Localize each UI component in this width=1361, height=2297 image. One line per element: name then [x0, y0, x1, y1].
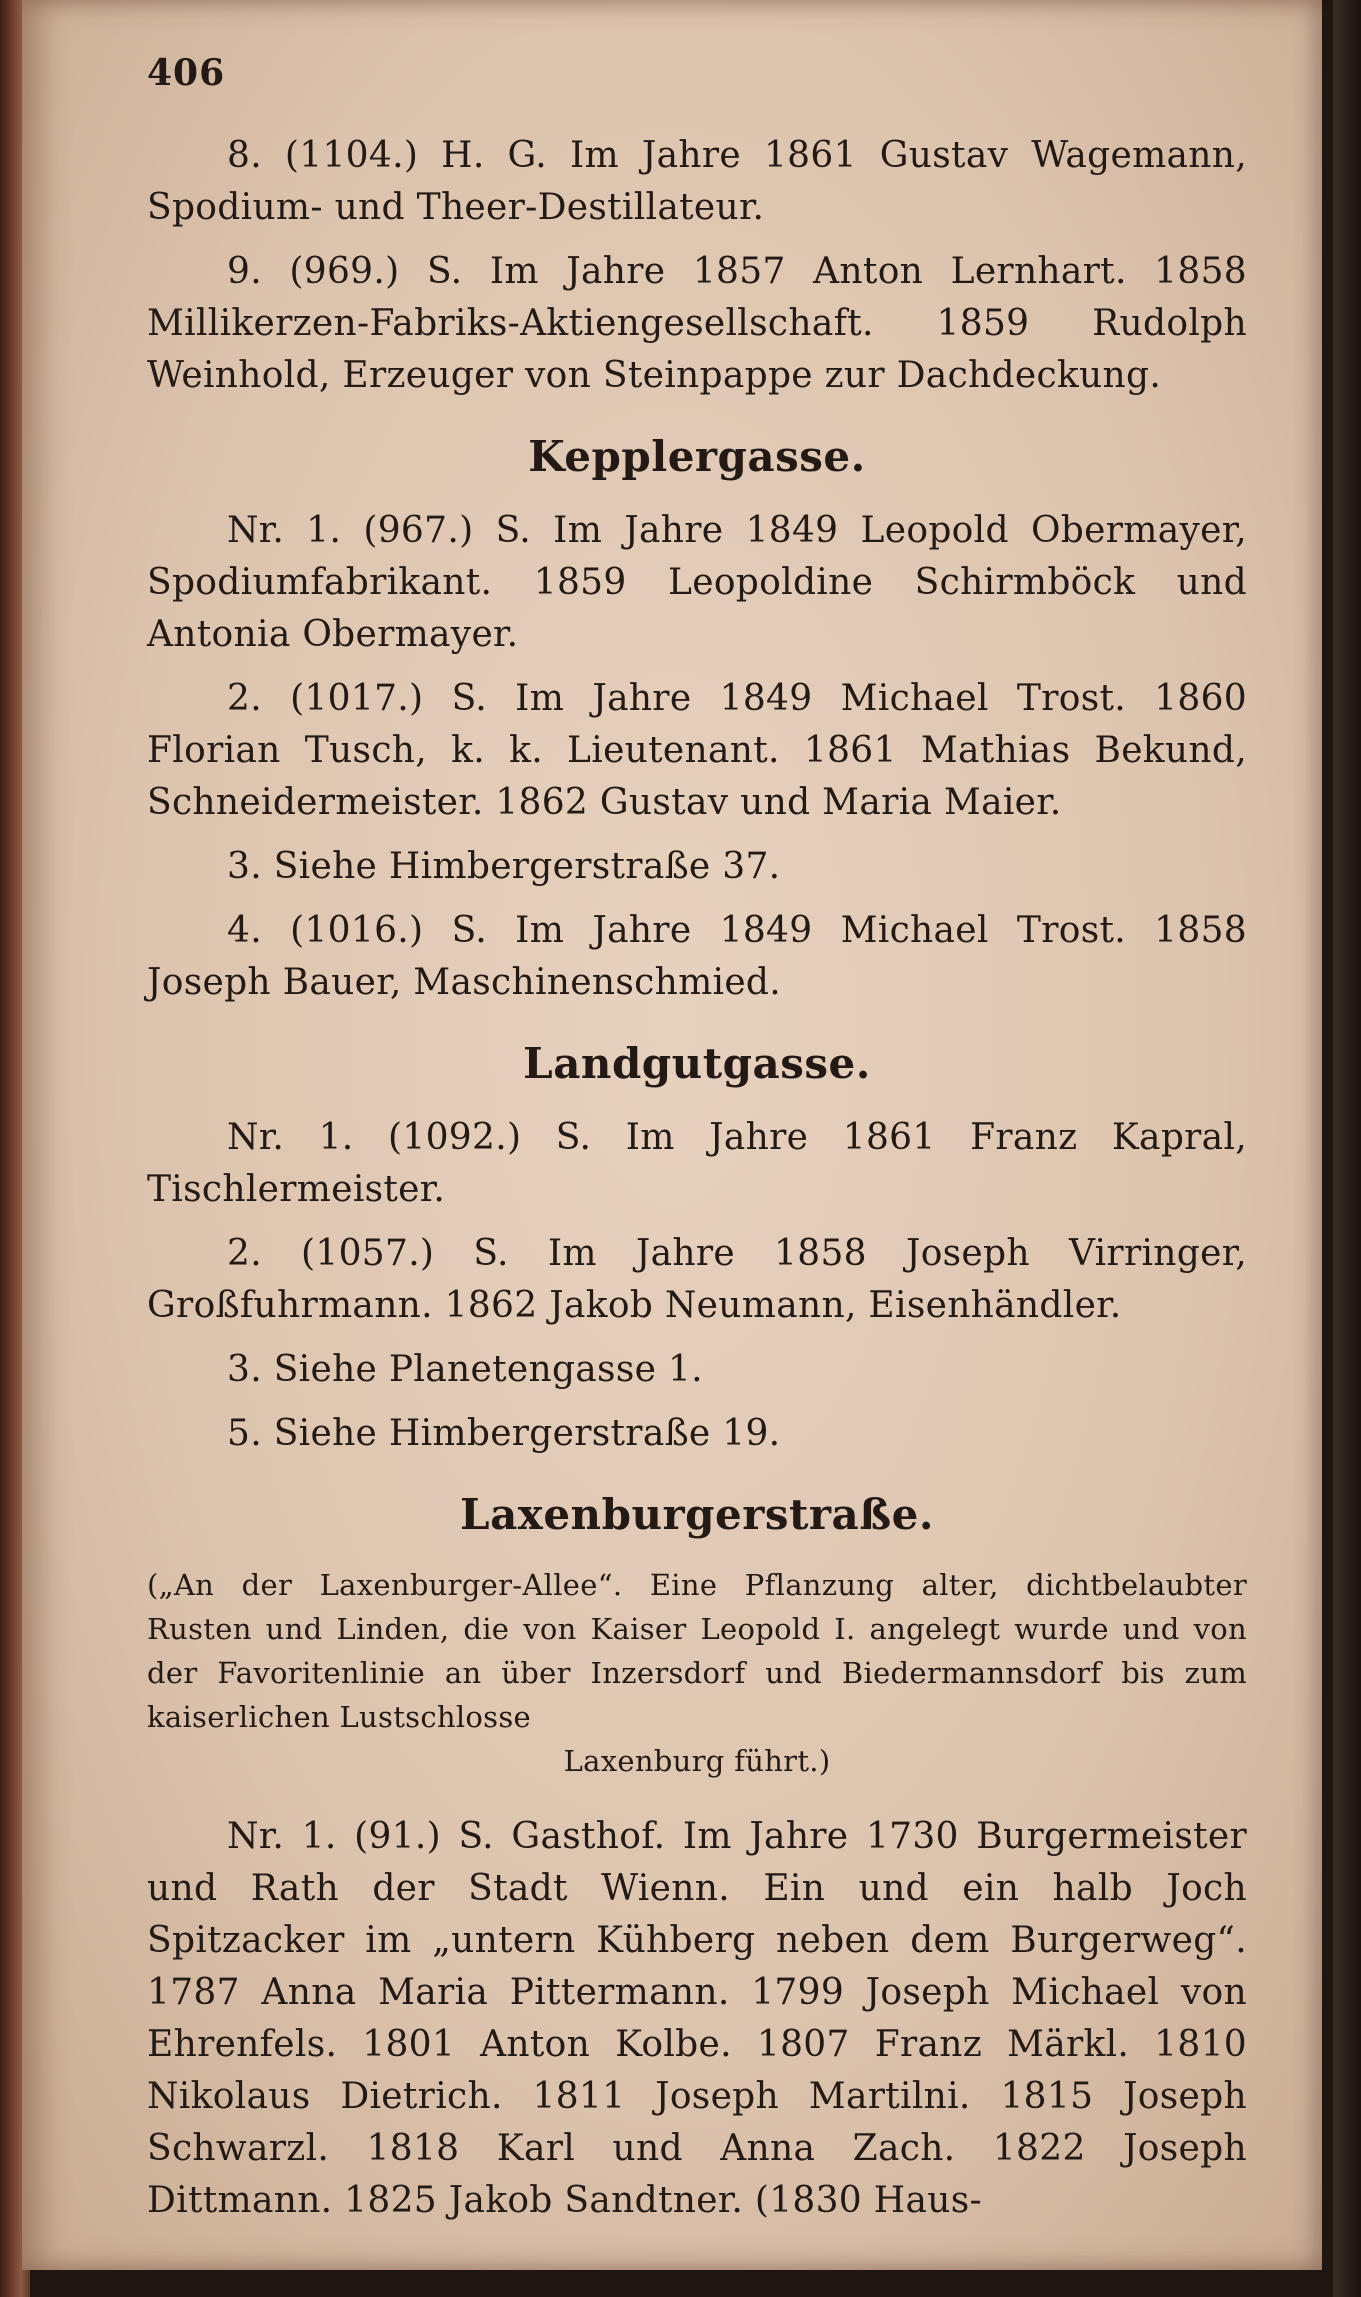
page-number: 406	[147, 52, 226, 94]
page-content	[147, 130, 1247, 2239]
laxenburgerstrasse-note-last-line: Laxenburg führt.)	[563, 1744, 831, 1778]
section-heading-laxenburgerstrasse: Laxenburgerstraße.	[460, 1490, 934, 1539]
laxenburgerstrasse-note-text: („An der Laxenburger-Allee“. Eine Pflanzung alter, dichtbelaubter Rusten und Linden, die von Kaiser Leopold I. angelegt wurde und von der Favoritenlinie an über Inzersdorf und Biedermannsdorf bis zum kaiserlichen Lustschlosse	[147, 1568, 1247, 1734]
landgutgasse-entry-1: Nr. 1. (1092.) S. Im Jahre 1861 Franz Kapral, Tischlermeister.	[147, 1117, 1247, 1210]
kepplergasse-entry-3: 3. Siehe Himbergerstraße 37.	[227, 846, 781, 887]
section-heading-kepplergasse: Kepplergasse.	[528, 432, 866, 481]
book-right-edge	[1333, 0, 1361, 2297]
entry-top-9: 9. (969.) S. Im Jahre 1857 Anton Lernhart. 1858 Millikerzen-Fabriks-Aktiengesellschaft. 1859 Rudolph Weinhold, Erzeuger von Steinpappe zur Dachdeckung.	[147, 251, 1247, 396]
section-heading-landgutgasse: Landgutgasse.	[523, 1039, 871, 1088]
laxenburgerstrasse-note	[147, 1563, 1247, 1783]
landgutgasse-entry-3: 3. Siehe Planetengasse 1.	[227, 1349, 703, 1390]
book-page	[22, 0, 1322, 2270]
kepplergasse-entry-2: 2. (1017.) S. Im Jahre 1849 Michael Trost. 1860 Florian Tusch, k. k. Lieutenant. 1861 Mathias Bekund, Schneidermeister. 1862 Gustav und Maria Maier.	[147, 678, 1247, 823]
laxenburgerstrasse-entry-1: Nr. 1. (91.) S. Gasthof. Im Jahre 1730 Burgermeister und Rath der Stadt Wienn. Ein und ein halb Joch Spitzacker im „untern Kühberg neben dem Burgerweg“. 1787 Anna Maria Pittermann. 1799 Joseph Michael von Ehrenfels. 1801 Anton Kolbe. 1807 Franz Märkl. 1810 Nikolaus Dietrich. 1811 Joseph Martilni. 1815 Joseph Schwarzl. 1818 Karl und Anna Zach. 1822 Joseph Dittmann. 1825 Jakob Sandtner. (1830 Haus-	[147, 1816, 1247, 2221]
landgutgasse-entry-2: 2. (1057.) S. Im Jahre 1858 Joseph Virringer, Großfuhrmann. 1862 Jakob Neumann, Eisenhändler.	[147, 1233, 1247, 1326]
kepplergasse-entry-1: Nr. 1. (967.) S. Im Jahre 1849 Leopold Obermayer, Spodiumfabrikant. 1859 Leopoldine Schirmböck und Antonia Obermayer.	[147, 510, 1247, 655]
kepplergasse-entry-4: 4. (1016.) S. Im Jahre 1849 Michael Trost. 1858 Joseph Bauer, Maschinenschmied.	[147, 910, 1247, 1003]
entry-top-8: 8. (1104.) H. G. Im Jahre 1861 Gustav Wagemann, Spodium- und Theer-Destillateur.	[147, 135, 1247, 228]
landgutgasse-entry-5: 5. Siehe Himbergerstraße 19.	[227, 1413, 781, 1454]
